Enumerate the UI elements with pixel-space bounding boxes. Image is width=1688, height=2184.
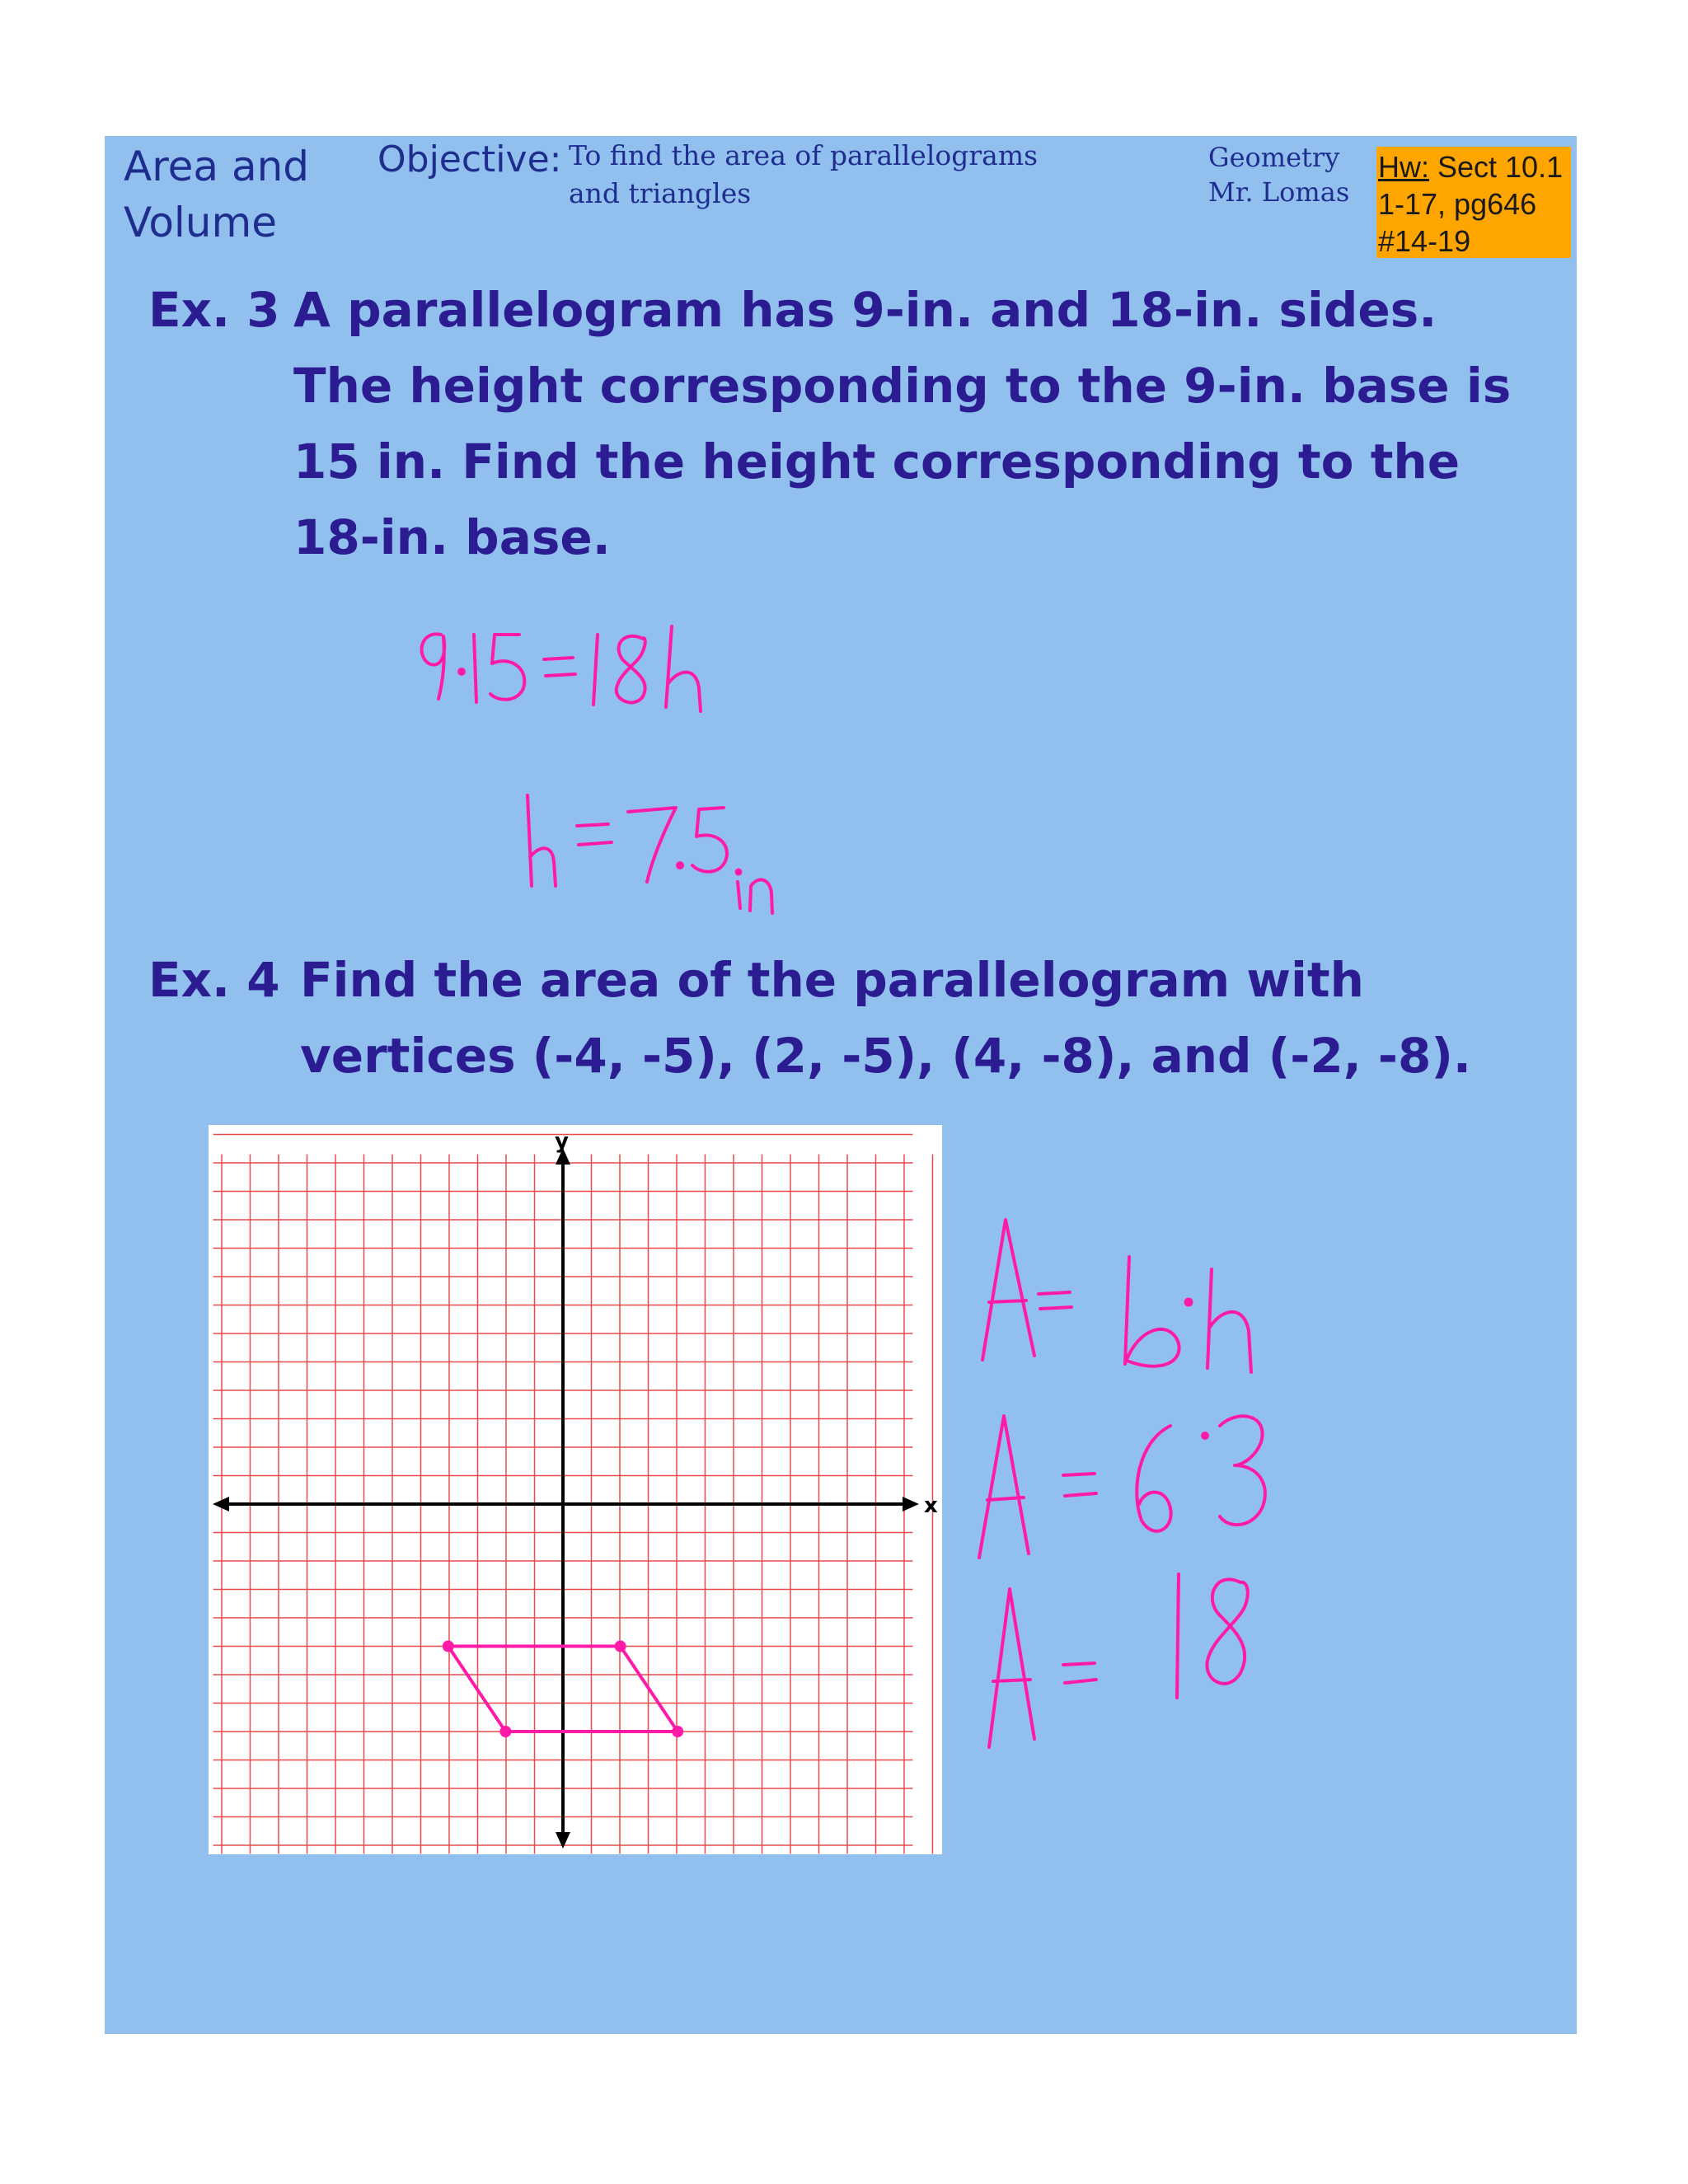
handwritten-work-ex3 [396,610,890,931]
lesson-title-line: Area and [124,143,310,190]
course-name: Geometry [1208,142,1340,173]
handwritten-work-ex4 [973,1203,1352,1764]
grid-lines [209,1135,933,1855]
axes [213,1148,919,1849]
teacher-name: Mr. Lomas [1208,176,1350,208]
vertex-point [615,1641,626,1652]
example-3-line: A parallelogram has 9-in. and 18-in. sides. [293,282,1437,338]
example-3-line: 15 in. Find the height corresponding to the [293,434,1461,490]
coordinate-grid [209,1125,942,1854]
objective-text: To find the area of parallelograms and triangles [569,139,1039,209]
example-4-line: Find the area of the parallelogram with [300,952,1364,1008]
homework-line: Sect 10.1 [1429,150,1564,184]
example-3-number: Ex. 3 [148,282,280,338]
y-axis-label: y [555,1129,569,1154]
objective-label: Objective: [377,138,562,180]
example-4-line: vertices (-4, -5), (2, -5), (4, -8), and (-2, -8). [300,1028,1471,1084]
homework-line: #14-19 [1378,224,1471,258]
homework-label: Hw: [1378,150,1429,184]
vertex-point [443,1641,454,1652]
x-axis-arrow-right [903,1497,919,1511]
example-3 [148,272,1512,585]
homework-box [1376,147,1571,258]
vertex-point [672,1726,683,1737]
example-4 [148,942,1471,1107]
x-axis-arrow-left [213,1497,229,1511]
x-axis-label: x [924,1493,938,1518]
coordinate-grid-panel [209,1125,942,1854]
example-3-line: 18-in. base. [293,509,611,565]
lesson-title-line: Volume [124,199,277,246]
example-4-number: Ex. 4 [148,952,280,1008]
homework-line: 1-17, pg646 [1378,187,1537,221]
course-info [1208,140,1349,209]
example-3-line: The height corresponding to the 9-in. base is [293,358,1512,414]
y-axis-arrow-down [556,1832,570,1849]
lesson-title [124,138,309,251]
vertex-point [499,1726,511,1737]
